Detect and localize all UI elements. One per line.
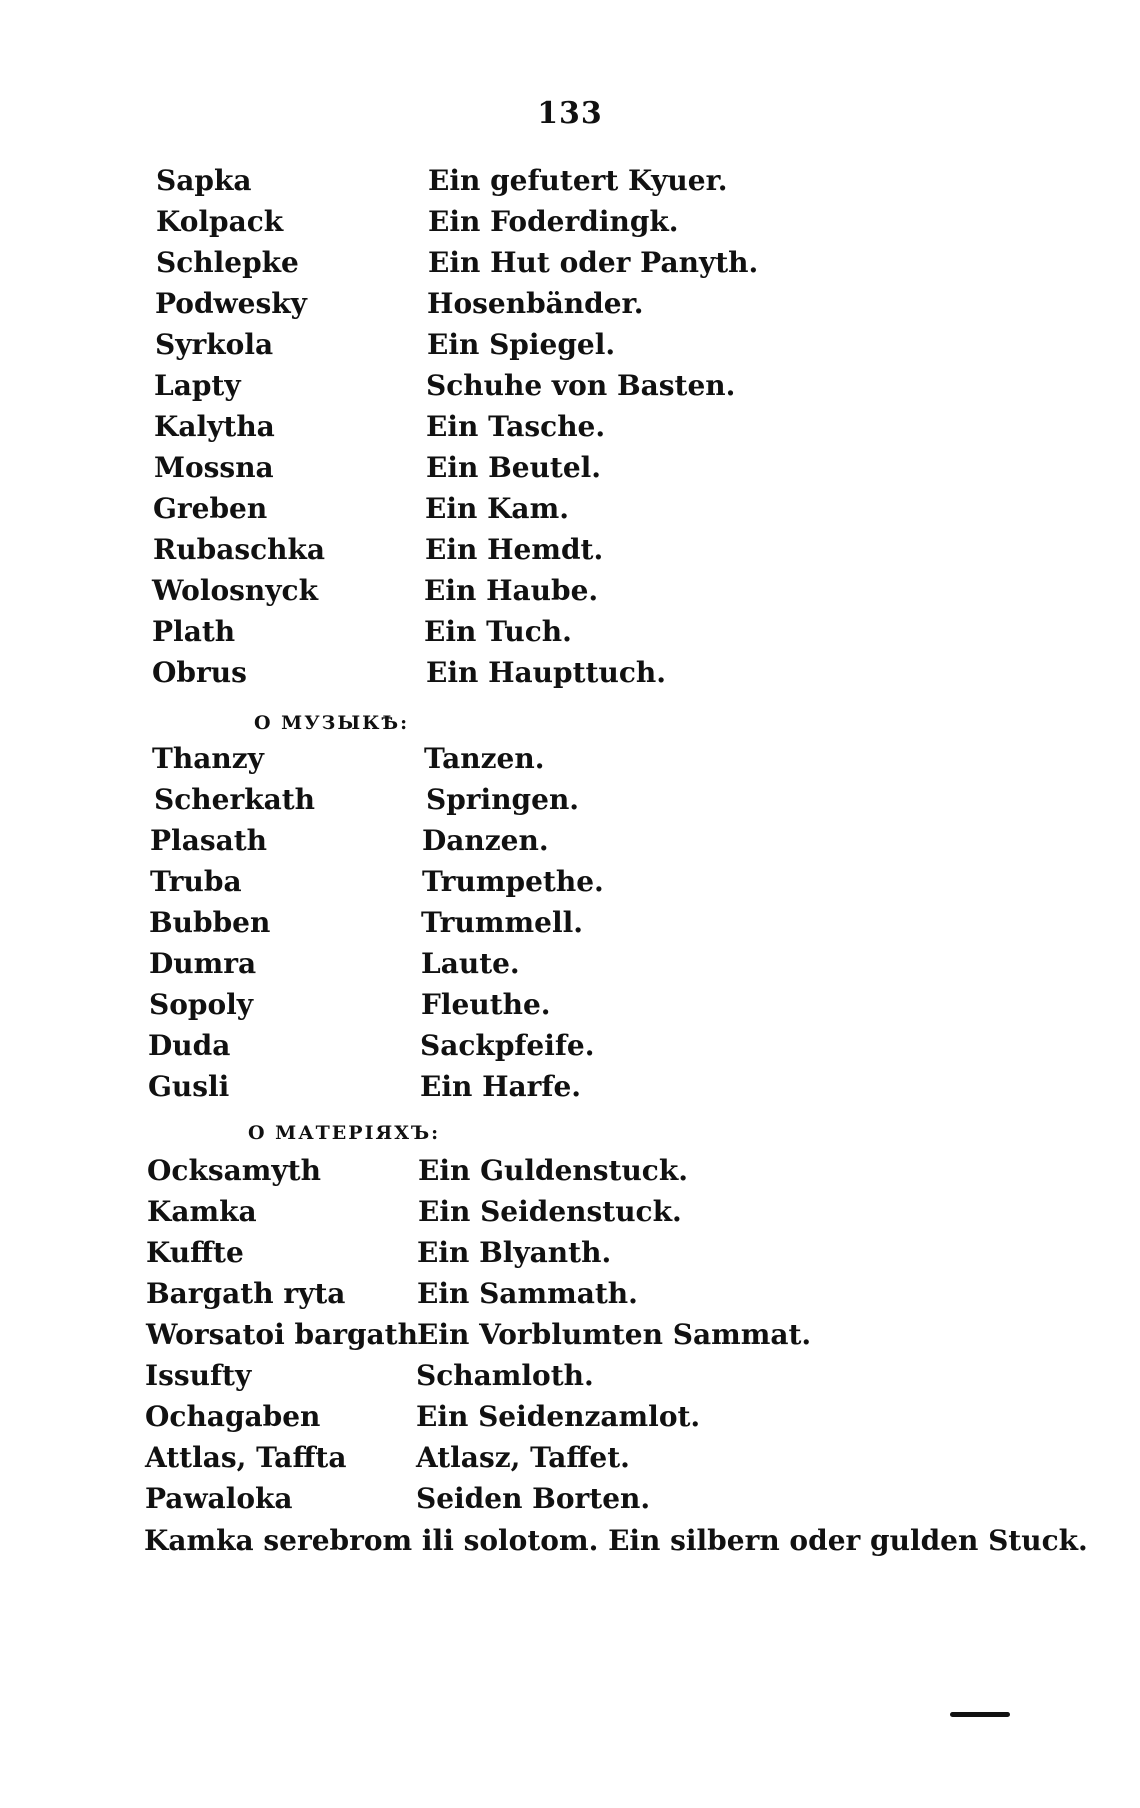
list-item xyxy=(0,283,1140,324)
gloss: Laute. xyxy=(421,947,520,980)
term: Lapty xyxy=(154,369,241,402)
list-item xyxy=(0,1478,1140,1519)
gloss: Sackpfeife. xyxy=(420,1029,595,1062)
gloss: Fleuthe. xyxy=(421,988,551,1021)
gloss: Ein Haube. xyxy=(424,574,599,607)
list-item xyxy=(0,943,1140,984)
term: Kalytha xyxy=(154,410,275,443)
term: Mossna xyxy=(154,451,274,484)
term: Kuffte xyxy=(146,1236,244,1269)
gloss: Ein Hemdt. xyxy=(425,533,604,566)
term: Issufty xyxy=(145,1359,252,1392)
list-item xyxy=(0,738,1140,779)
list-item xyxy=(0,1025,1140,1066)
gloss: Springen. xyxy=(426,783,580,816)
term: Truba xyxy=(150,865,242,898)
term: Sopoly xyxy=(149,988,254,1021)
list-item xyxy=(0,447,1140,488)
term: Sapka xyxy=(156,164,252,197)
gloss: Ein Spiegel. xyxy=(427,328,616,361)
gloss: Danzen. xyxy=(422,824,549,857)
term: Podwesky xyxy=(155,287,307,320)
gloss: Ein Sammath. xyxy=(417,1277,638,1310)
term: Gusli xyxy=(148,1070,230,1103)
list-item xyxy=(0,984,1140,1025)
list-item xyxy=(0,820,1140,861)
gloss: Schamloth. xyxy=(416,1359,594,1392)
list-item xyxy=(0,242,1140,283)
gloss: Ein Foderdingk. xyxy=(428,205,679,238)
music-list xyxy=(0,738,1140,1107)
gloss: Trumpethe. xyxy=(422,865,604,898)
term: Plath xyxy=(152,615,236,648)
term: Wolosnyck xyxy=(152,574,318,607)
gloss: Ein Tasche. xyxy=(426,410,606,443)
list-item xyxy=(0,1273,1140,1314)
term: Worsatoi bargath xyxy=(146,1318,418,1351)
gloss: Schuhe von Basten. xyxy=(426,369,736,402)
clothing-list xyxy=(0,160,1140,693)
term: Rubaschka xyxy=(153,533,326,566)
gloss: Ein Blyanth. xyxy=(417,1236,612,1269)
gloss: Ein Tuch. xyxy=(424,615,572,648)
materials-heading: О МАТЕРІЯХЪ: xyxy=(248,1122,441,1144)
gloss: Ein Harfe. xyxy=(420,1070,582,1103)
list-item xyxy=(0,1437,1140,1478)
term: Syrkola xyxy=(155,328,274,361)
term: Attlas, Taffta xyxy=(145,1441,347,1474)
gloss: Ein Vorblumten Sammat. xyxy=(417,1318,812,1351)
gloss: Hosenbänder. xyxy=(427,287,644,320)
list-item xyxy=(0,1191,1140,1232)
materials-list xyxy=(0,1150,1140,1519)
list-item xyxy=(0,1066,1140,1107)
gloss: Ein Seidenzamlot. xyxy=(416,1400,701,1433)
list-item xyxy=(0,1396,1140,1437)
gloss: Ein Seidenstuck. xyxy=(418,1195,682,1228)
term: Thanzy xyxy=(152,742,264,775)
list-item xyxy=(0,1232,1140,1273)
term: Plasath xyxy=(150,824,268,857)
list-item xyxy=(0,201,1140,242)
gloss: Ein Haupttuch. xyxy=(426,656,666,689)
list-item xyxy=(0,1150,1140,1191)
list-item xyxy=(0,611,1140,652)
term: Pawaloka xyxy=(145,1482,293,1515)
printer-dash-mark xyxy=(950,1712,1010,1717)
list-item xyxy=(0,652,1140,693)
list-item xyxy=(0,406,1140,447)
gloss: Seiden Borten. xyxy=(416,1482,651,1515)
list-item xyxy=(0,861,1140,902)
list-item xyxy=(0,160,1140,201)
term: Duda xyxy=(148,1029,231,1062)
term: Schlepke xyxy=(156,246,299,279)
gloss: Atlasz, Taffet. xyxy=(416,1441,630,1474)
gloss: Trummell. xyxy=(421,906,583,939)
gloss: Ein Beutel. xyxy=(426,451,602,484)
gloss: Tanzen. xyxy=(424,742,545,775)
term: Scherkath xyxy=(154,783,316,816)
list-item xyxy=(0,488,1140,529)
list-item xyxy=(0,1355,1140,1396)
list-item xyxy=(0,570,1140,611)
list-item xyxy=(0,529,1140,570)
gloss: Ein Kam. xyxy=(425,492,569,525)
list-item xyxy=(0,902,1140,943)
term: Kamka xyxy=(147,1195,257,1228)
term: Bargath ryta xyxy=(146,1277,346,1310)
term: Kolpack xyxy=(156,205,284,238)
list-item xyxy=(0,779,1140,820)
list-item xyxy=(0,365,1140,406)
term: Greben xyxy=(153,492,268,525)
term: Dumra xyxy=(149,947,257,980)
term: Bubben xyxy=(149,906,271,939)
music-heading: О МУЗЫКѢ: xyxy=(254,712,410,734)
page-number: 133 xyxy=(537,96,603,131)
gloss: Ein Hut oder Panyth. xyxy=(428,246,759,279)
list-item xyxy=(0,324,1140,365)
final-line: Kamka serebrom ili solotom. Ein silbern oder gulden Stuck. xyxy=(144,1524,1088,1557)
term: Ocksamyth xyxy=(147,1154,321,1187)
gloss: Ein gefutert Kyuer. xyxy=(428,164,728,197)
term: Obrus xyxy=(152,656,247,689)
term: Ochagaben xyxy=(145,1400,321,1433)
gloss: Ein Guldenstuck. xyxy=(418,1154,688,1187)
list-item xyxy=(0,1314,1140,1355)
